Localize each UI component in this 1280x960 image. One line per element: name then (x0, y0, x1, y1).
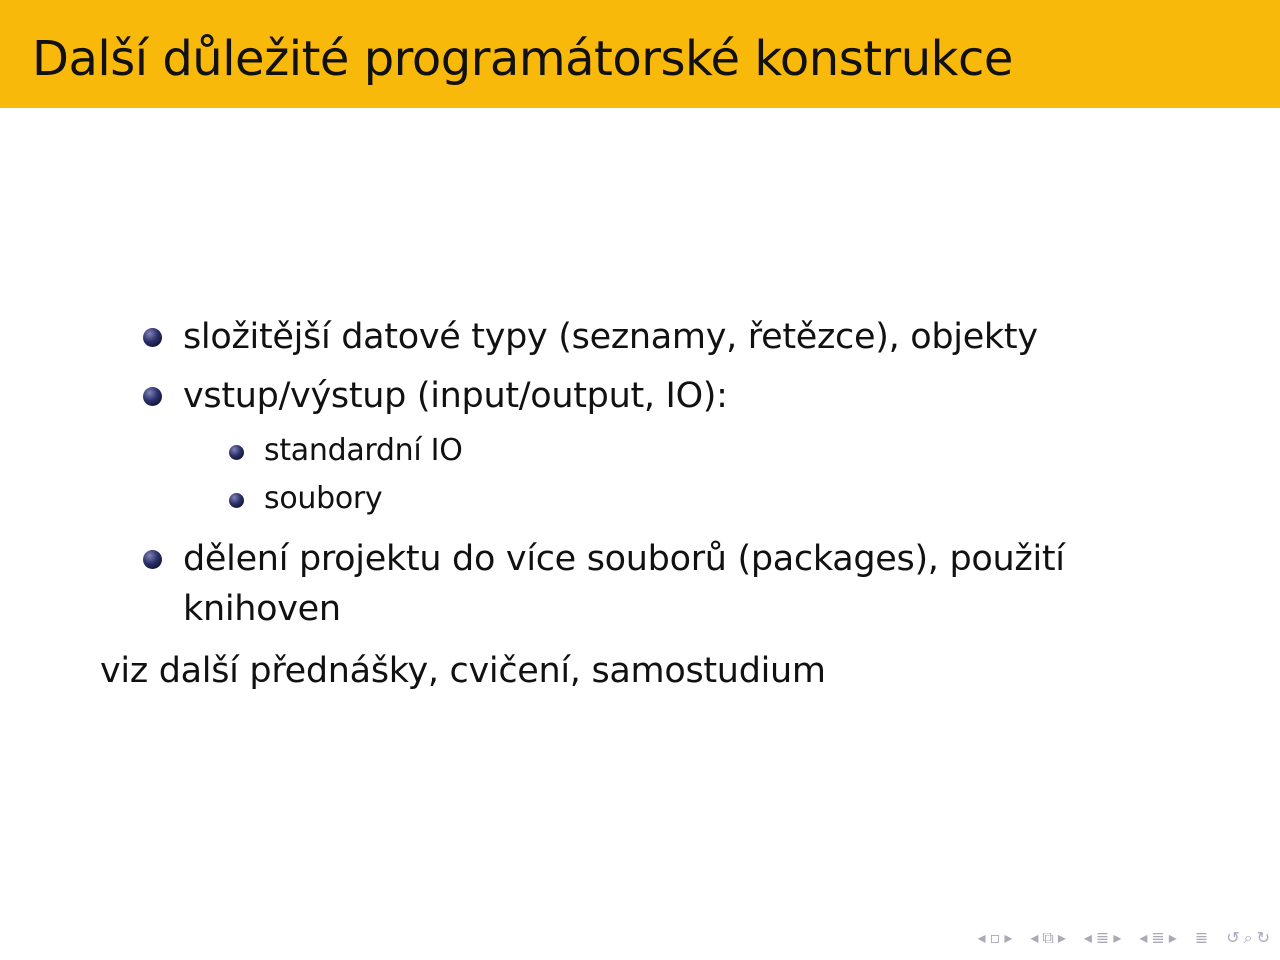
sub-list-item: standardní IO (264, 433, 463, 468)
section-icon[interactable]: ≣ (1151, 928, 1165, 947)
prev-subsection-icon[interactable]: ◂ (1083, 928, 1092, 947)
footer-note: viz další přednášky, cvičení, samostudium (100, 651, 826, 691)
next-frame-icon[interactable]: ▸ (1057, 928, 1066, 947)
bullet-icon (143, 550, 162, 569)
next-section-icon[interactable]: ▸ (1168, 928, 1177, 947)
prev-section-icon[interactable]: ◂ (1139, 928, 1148, 947)
sub-list-item: soubory (264, 481, 383, 516)
subsection-icon[interactable]: ≣ (1095, 928, 1110, 947)
frame-icon[interactable]: ▫ (989, 928, 1001, 947)
sub-bullet-icon (229, 445, 244, 460)
navigation-bar (977, 926, 1270, 950)
list-item: vstup/výstup (input/output, IO): (183, 376, 728, 416)
sub-bullet-icon (229, 493, 244, 508)
search-icon[interactable]: ⌕ (1243, 928, 1253, 947)
frames-icon[interactable]: ⧉ (1042, 928, 1054, 947)
next-slide-icon[interactable]: ▸ (1004, 928, 1013, 947)
list-item: dělení projektu do více souborů (packages), použití (183, 539, 1065, 579)
back-icon[interactable]: ↺ (1226, 928, 1240, 947)
bullet-icon (143, 328, 162, 347)
list-item-continuation: knihoven (183, 589, 341, 629)
prev-frame-icon[interactable]: ◂ (1030, 928, 1039, 947)
list-item: složitější datové typy (seznamy, řetězce), objekty (183, 317, 1038, 357)
forward-icon[interactable]: ↻ (1256, 928, 1270, 947)
slide-title: Další důležité programátorské konstrukce (32, 31, 1013, 87)
prev-slide-icon[interactable]: ◂ (977, 928, 986, 947)
document-icon[interactable]: ≣ (1194, 928, 1209, 947)
bullet-icon (143, 387, 162, 406)
next-subsection-icon[interactable]: ▸ (1113, 928, 1122, 947)
